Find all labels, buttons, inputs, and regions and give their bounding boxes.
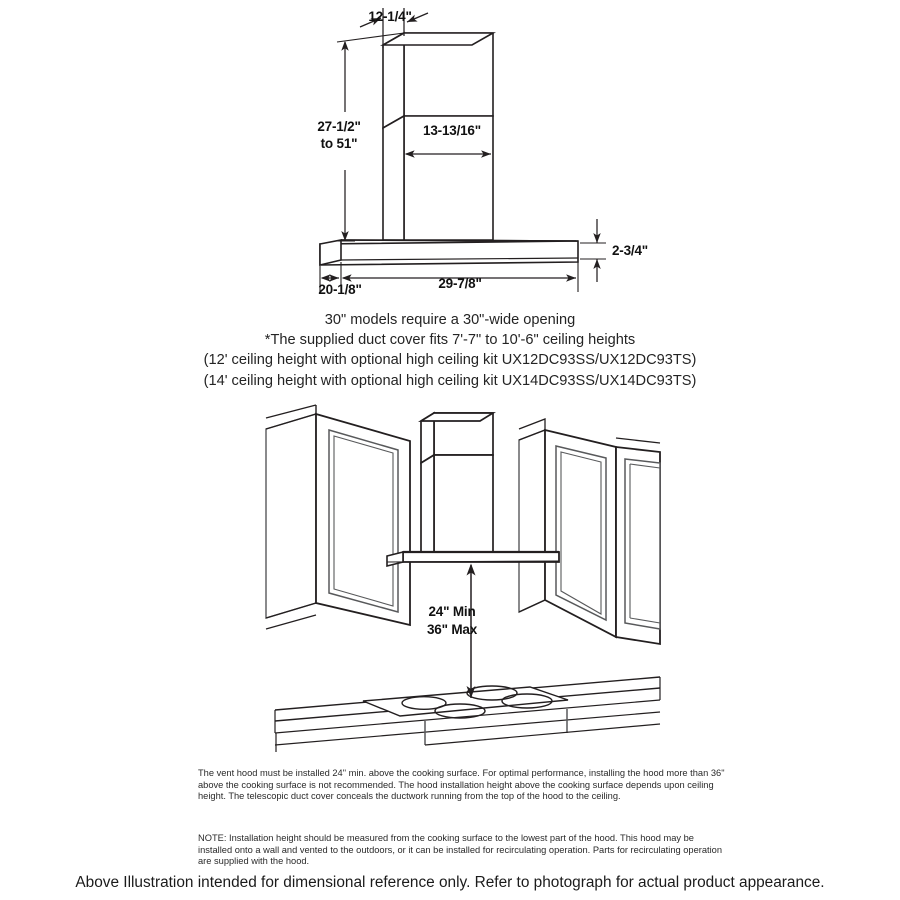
- left-wall-cabinet: [266, 405, 410, 629]
- installation-fineprint-paragraph-1: The vent hood must be installed 24" min. above the cooking surface. For optimal performance, installing the hood more than 36" above the cooking surface is not recommended. The hood installation height above the cooking surface depends upon ceiling height. The telescopic duct cover conceals the ductwork running from the top of the hood to the ceiling.: [198, 768, 725, 802]
- spec-note-line-1: 30" models require a 30"-wide opening: [324, 312, 576, 328]
- footer-disclaimer: Above Illustration intended for dimensional reference only. Refer to photograph for actual product appearance.: [75, 874, 825, 891]
- spec-note-line-2: *The supplied duct cover fits 7'-7" to 10'-6" ceiling heights: [264, 332, 636, 349]
- installation-note-paragraph-2: NOTE: Installation height should be measured from the cooking surface to the lowest part of the hood. This hood may be installed onto a wall and vented to the outdoors, or it can be installed for recirculating operation. Parts for recirculating operation are supplied with the hood.: [198, 833, 723, 867]
- cooktop-with-four-burners: [363, 686, 568, 718]
- spec-note-line-3: (12' ceiling height with optional high ceiling kit UX12DC93SS/UX12DC93TS): [203, 352, 697, 369]
- dim-label-hood-height-line2: to 51": [320, 136, 358, 151]
- clearance-label-max: 36" Max: [426, 622, 478, 637]
- hood-chimney-body: [421, 455, 493, 554]
- dim-label-duct-cover-width: 13-13/16": [423, 123, 481, 138]
- right-wall-cabinet: [519, 419, 616, 637]
- spec-note-line-4: (14' ceiling height with optional high ceiling kit UX14DC93SS/UX14DC93TS): [203, 372, 697, 389]
- far-right-wall-cabinet: [616, 438, 660, 644]
- dim-label-hood-width: 29-7/8": [438, 276, 482, 291]
- dim-label-duct-cover-depth: 12-1/4": [368, 9, 412, 24]
- dim-label-hood-depth: 20-1/8": [318, 282, 362, 297]
- clearance-label: [404, 603, 500, 639]
- dim-label-hood-body-thickness: 2-3/4": [612, 243, 648, 258]
- dim-label-hood-height-line1: 27-1/2": [317, 119, 361, 134]
- clearance-label-min: 24" Min: [428, 604, 476, 619]
